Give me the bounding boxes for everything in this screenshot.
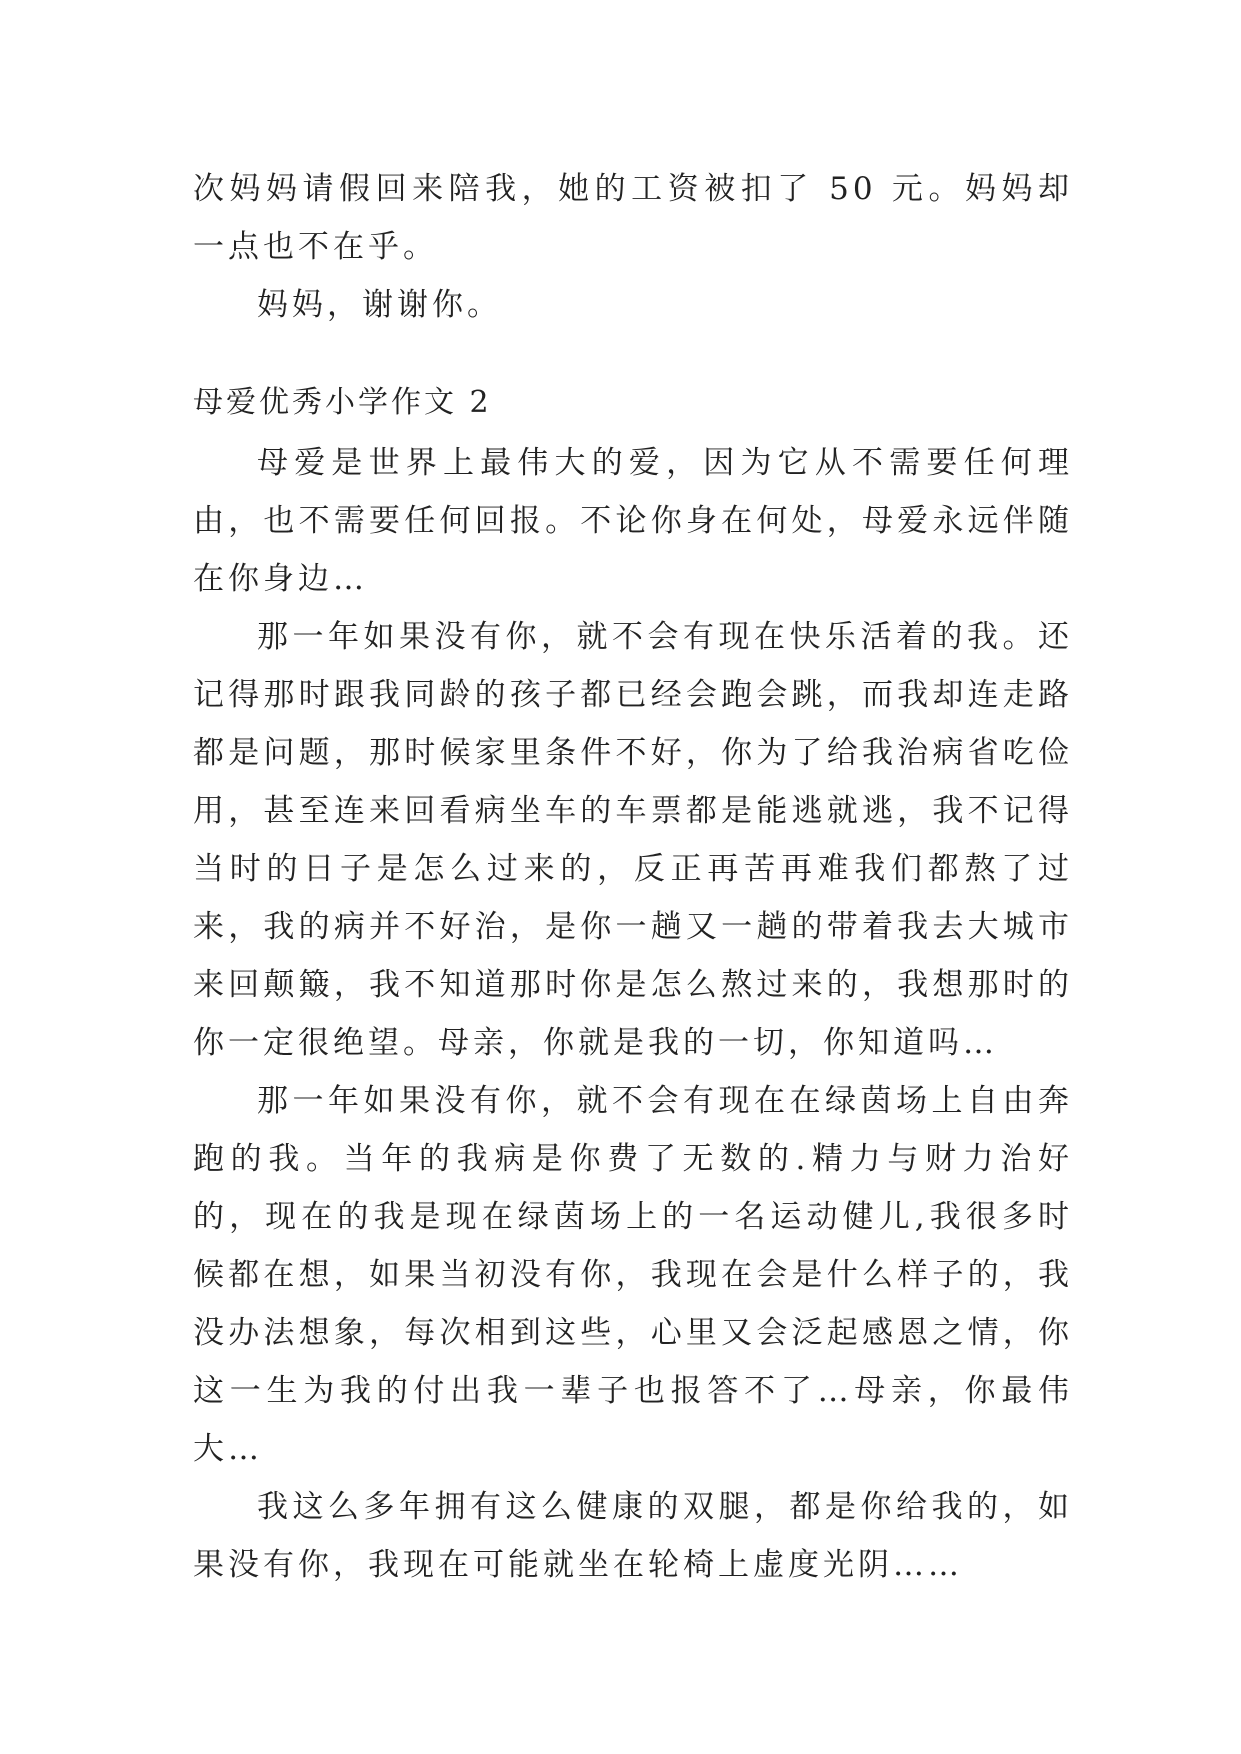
paragraph-body-3: 我这么多年拥有这么健康的双腿，都是你给我的，如果没有你，我现在可能就坐在轮椅上虚度光阴…… [193,1489,1073,1583]
paragraph-intro: 母爱是世界上最伟大的爱，因为它从不需要任何理由，也不需要任何回报。不论你身在何处，母爱永远伴随在你身边… [193,445,1073,597]
paragraph-body-2: 那一年如果没有你，就不会有现在在绿茵场上自由奔跑的我。当年的我病是你费了无数的.精力与财力治好的，现在的我是现在绿茵场上的一名运动健儿,我很多时候都在想，如果当初没有你，我现在会是什么样子的，我没办法想象，每次相到这些，心里又会泛起感恩之情，你这一生为我的付出我一辈子也报答不了…母亲，你最伟大… [193,1083,1073,1467]
paragraph-continuation: 次妈妈请假回来陪我，她的工资被扣了 50 元。妈妈却一点也不在乎。 [193,171,1073,265]
paragraph-body-1: 那一年如果没有你，就不会有现在快乐活着的我。还记得那时跟我同龄的孩子都已经会跑会跳，而我却连走路都是问题，那时候家里条件不好，你为了给我治病省吃俭用，甚至连来回看病坐车的车票都是能逃就逃，我不记得当时的日子是怎么过来的，反正再苦再难我们都熬了过来，我的病并不好治，是你一趟又一趟的带着我去大城市来回颠簸，我不知道那时你是怎么熬过来的，我想那时的你一定很绝望。母亲，你就是我的一切，你知道吗… [193,619,1073,1061]
document-body [193,160,1073,1594]
section-title: 母爱优秀小学作文 2 [193,385,492,420]
paragraph-thanks: 妈妈，谢谢你。 [257,287,502,323]
